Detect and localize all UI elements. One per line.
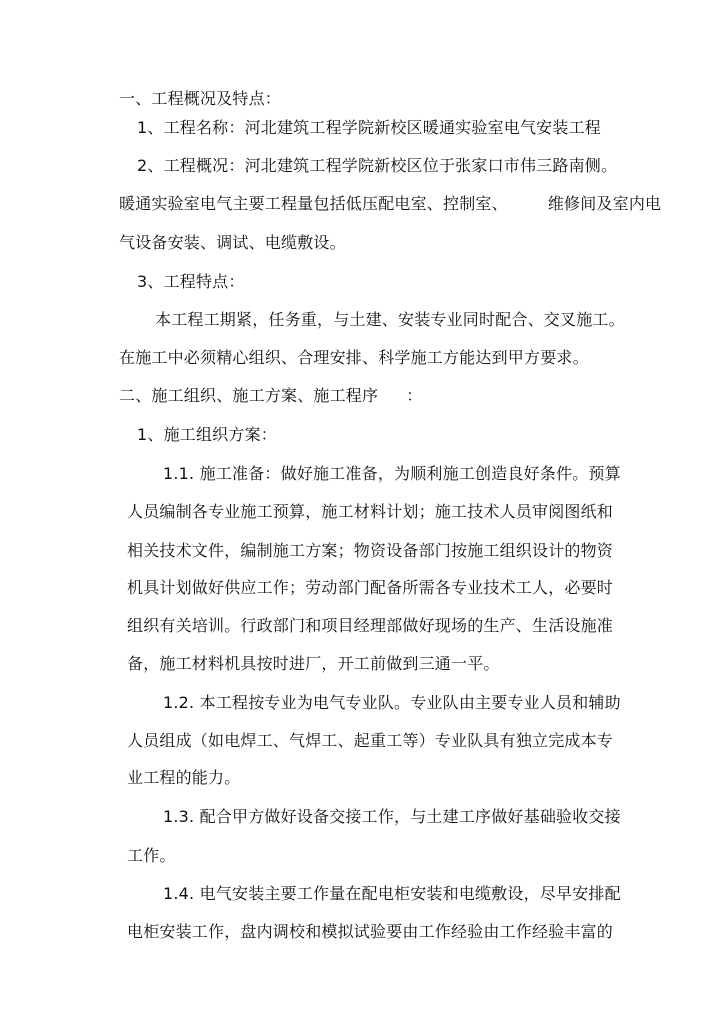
features-line-2: 在施工中必须精心组织、合理安排、科学施工方能达到甲方要求。	[119, 348, 589, 367]
paragraph-1-1-line-1: 1.1. 施工准备：做好施工准备，为顺利施工创造良好条件。预算	[163, 464, 621, 483]
paragraph-1-1-line-5: 组织有关培训。行政部门和项目经理部做好现场的生产、生活设施准	[127, 616, 614, 635]
section-heading-overview: 一、工程概况及特点：	[119, 89, 282, 108]
paragraph-1-4-line-1: 1.4. 电气安装主要工作量在配电柜安装和电缆敷设，尽早安排配	[163, 884, 621, 903]
scope-line-2: 气设备安装、调试、电缆敷设。	[119, 233, 346, 252]
paragraph-1-1-line-3: 相关技术文件，编制施工方案；物资设备部门按施工组织设计的物资	[127, 541, 614, 560]
paragraph-1-1-line-2: 人员编制各专业施工预算，施工材料计划；施工技术人员审阅图纸和	[127, 502, 614, 521]
paragraph-1-2-line-1: 1.2. 本工程按专业为电气专业队。专业队由主要专业人员和辅助	[163, 693, 621, 712]
paragraph-1-1-line-4: 机具计划做好供应工作；劳动部门配备所需各专业技术工人，必要时	[127, 578, 614, 597]
project-name-line: 1、工程名称：河北建筑工程学院新校区暖通实验室电气安装工程	[137, 118, 601, 137]
paragraph-1-3-line-2: 工作。	[127, 846, 176, 865]
paragraph-1-1-line-6: 备，施工材料机具按时进厂，开工前做到三通一平。	[127, 654, 500, 673]
scope-line-1-part-a: 暖通实验室电气主要工程量包括低压配电室、控制室、	[119, 194, 508, 213]
features-heading: 3、工程特点：	[137, 272, 245, 291]
paragraph-1-4-line-2: 电柜安装工作，盘内调校和模拟试验要由工作经验由工作经验丰富的	[127, 922, 614, 941]
paragraph-1-3-line-1: 1.3. 配合甲方做好设备交接工作，与土建工序做好基础验收交接	[163, 807, 621, 826]
project-overview-line: 2、工程概况：河北建筑工程学院新校区位于张家口市伟三路南侧。	[137, 156, 618, 175]
section-heading-organization-colon: ：	[406, 386, 423, 405]
section-heading-organization	[119, 386, 422, 406]
features-line-1: 本工程工期紧，任务重，与土建、安装专业同时配合、交叉施工。	[155, 310, 625, 329]
paragraph-1-2-line-2: 人员组成（如电焊工、气焊工、起重工等）专业队具有独立完成本专	[127, 731, 614, 750]
scope-line-1-part-b: 维修间及室内电	[547, 194, 662, 213]
paragraph-1-2-line-3: 业工程的能力。	[127, 768, 241, 787]
section-heading-organization-text: 二、施工组织、施工方案、施工程序	[119, 386, 379, 405]
scope-line-1	[119, 194, 661, 214]
subsection-heading-plan: 1、施工组织方案：	[137, 425, 277, 444]
